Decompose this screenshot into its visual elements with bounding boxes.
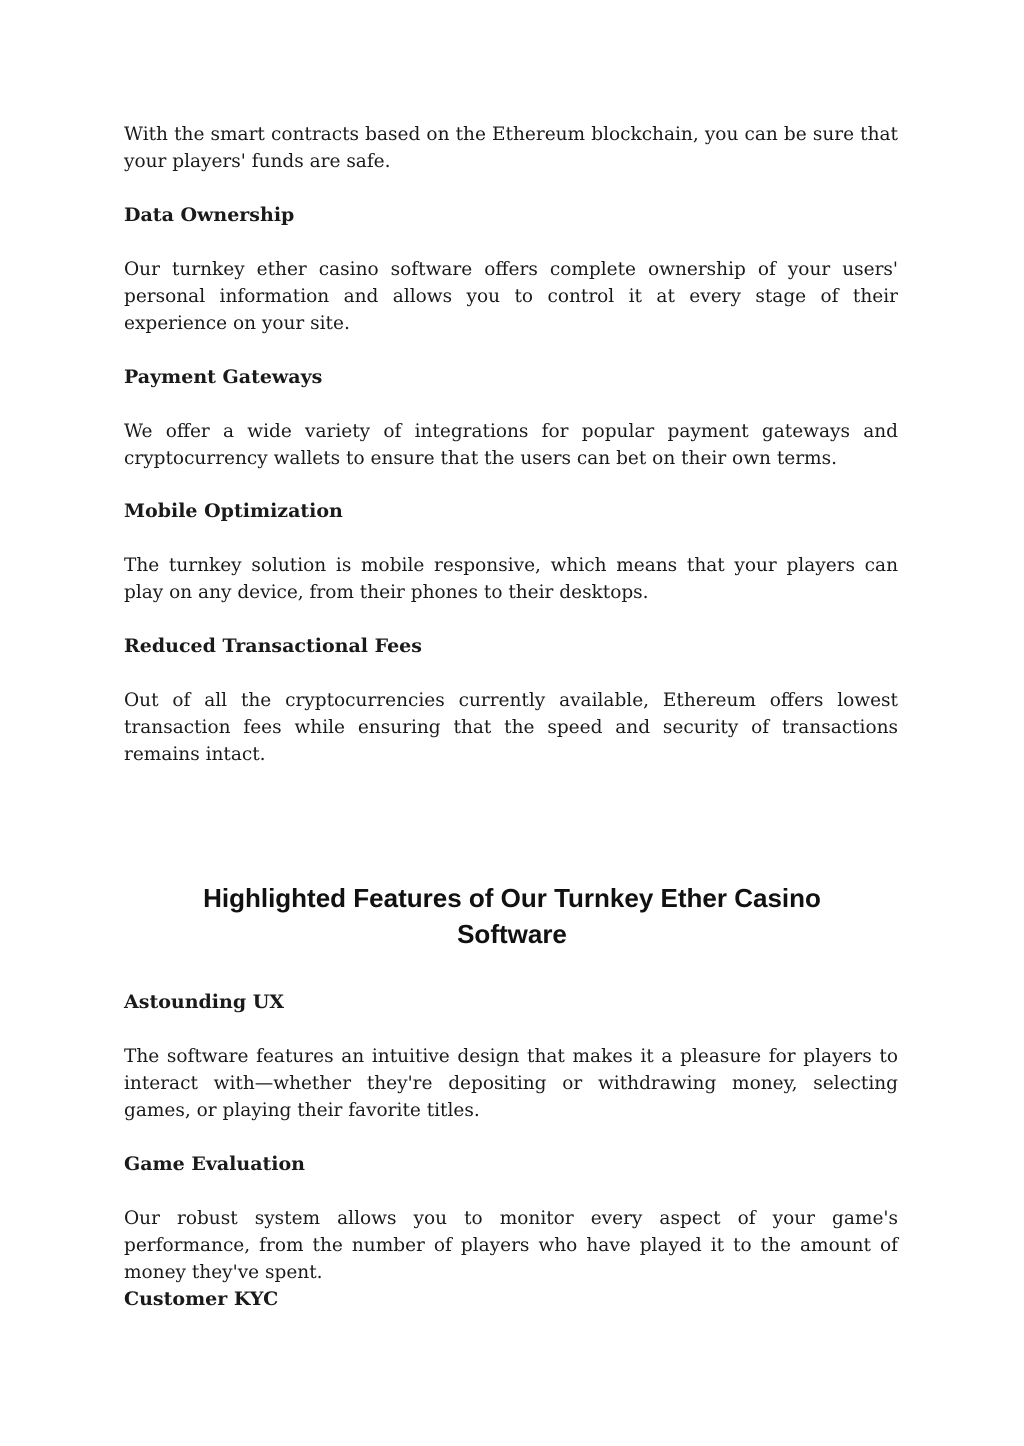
game-evaluation-paragraph: Our robust system allows you to monitor every aspect of your game's performance, from the number of players who have played it to the amount of money they've spent. [124, 1208, 898, 1283]
payment-gateways-paragraph: We offer a wide variety of integrations for popular payment gateways and cryptocurrency wallets to ensure that the users can bet on their own terms. [124, 421, 898, 469]
reduced-fees-paragraph: Out of all the cryptocurrencies currently available, Ethereum offers lowest transaction fees while ensuring that the speed and security of transactions remains intact. [124, 690, 898, 765]
intro-paragraph: With the smart contracts based on the Ethereum blockchain, you can be sure that your players' funds are safe. [124, 124, 898, 172]
mobile-optimization-heading: Mobile Optimization [124, 500, 343, 522]
data-ownership-heading: Data Ownership [124, 204, 295, 226]
reduced-fees-heading: Reduced Transactional Fees [124, 635, 422, 657]
section-title: Highlighted Features of Our Turnkey Ether Casino Software [203, 883, 821, 949]
astounding-ux-heading: Astounding UX [124, 991, 285, 1013]
payment-gateways-heading: Payment Gateways [124, 366, 323, 388]
data-ownership-paragraph: Our turnkey ether casino software offers complete ownership of your users' personal information and allows you to control it at every stage of their experience on your site. [124, 259, 898, 334]
astounding-ux-paragraph: The software features an intuitive design that makes it a pleasure for players to interact with—whether they're depositing or withdrawing money, selecting games, or playing their favorite titles. [124, 1046, 898, 1121]
mobile-optimization-paragraph: The turnkey solution is mobile responsive, which means that your players can play on any device, from their phones to their desktops. [124, 555, 898, 603]
customer-kyc-heading: Customer KYC [124, 1288, 279, 1310]
game-evaluation-heading: Game Evaluation [124, 1153, 306, 1175]
